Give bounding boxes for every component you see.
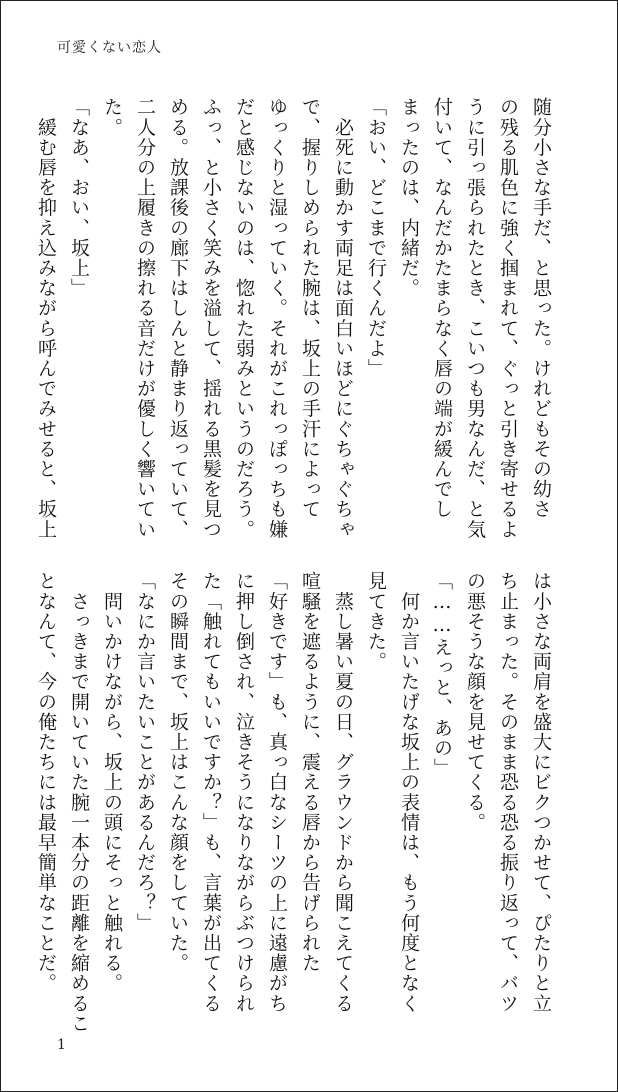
text-line: 「なあ、おい、坂上」 bbox=[68, 97, 90, 298]
text-line: 「なにか言いたいことがあるんだろ？」 bbox=[134, 571, 156, 933]
text-line: 付いて、なんだかたまらなく唇の端が緩んでし bbox=[431, 97, 453, 520]
text-block-top bbox=[29, 97, 557, 540]
text-line: さっきまで開いていた腕一本分の距離を縮めるこ bbox=[68, 571, 90, 1034]
text-line: 何か言いたげな坂上の表情は、もう何度となく bbox=[398, 571, 420, 1014]
text-line: 緩む唇を抑え込みながら呼んでみせると、坂上 bbox=[35, 97, 57, 540]
text-line: は小さな両肩を盛大にビクつかせて、ぴたりと立 bbox=[530, 571, 552, 1014]
text-line: ふっ、と小さく笑みを溢して、揺れる黒髪を見つ bbox=[200, 97, 222, 540]
text-line: 蒸し暑い夏の日、グラウンドから聞こえてくる bbox=[332, 571, 354, 1014]
text-line: その瞬間まで、坂上はこんな顔をしていた。 bbox=[167, 571, 189, 973]
text-line: うに引っ張られたとき、こいつも男なんだ、と気 bbox=[464, 97, 486, 540]
text-line: 必死に動かす両足は面白いほどにぐちゃぐちゃ bbox=[332, 97, 354, 540]
text-line: 「……えっと、あの」 bbox=[431, 571, 453, 778]
text-line: 問いかけながら、坂上の頭にそっと触れる。 bbox=[101, 571, 123, 994]
text-line: 見てきた。 bbox=[365, 571, 387, 672]
text-line: た。 bbox=[101, 97, 123, 138]
text-line: 「おい、どこまで行くんだよ」 bbox=[365, 97, 387, 379]
text-line: 随分小さな手だ、と思った。けれどもその幼さ bbox=[530, 97, 552, 520]
text-line: 喧騒を遮るように、震える唇から告げられた bbox=[299, 571, 321, 973]
text-line: となんて、今の俺たちには最早簡単なことだ。 bbox=[35, 571, 57, 994]
text-line: た「触れてもいいですか？」も、言葉が出てくる bbox=[200, 571, 222, 1014]
text-block-bottom bbox=[29, 571, 557, 1034]
text-line: だと感じないのは、惚れた弱みというのだろう。 bbox=[233, 97, 255, 540]
text-line: 「好きです」も、真っ白なシーツの上に遠慮がち bbox=[266, 571, 288, 1014]
text-line: に押し倒され、泣きそうになりながらぶつけられ bbox=[233, 571, 255, 1014]
text-line: の残る肌色に強く掴まれて、ぐっと引き寄せるよ bbox=[497, 97, 519, 540]
running-title: 可愛くない恋人 bbox=[57, 40, 162, 56]
text-line: める。放課後の廊下はしんと静まり返っていて、 bbox=[167, 97, 189, 540]
text-line: で、握りしめられた腕は、坂上の手汗によって bbox=[299, 97, 321, 520]
text-line: ち止まった。そのまま恐る恐る振り返って、バツ bbox=[497, 571, 519, 1014]
text-line: 二人分の上履きの擦れる音だけが優しく響いてい bbox=[134, 97, 156, 540]
text-line: ゆっくりと湿っていく。それがこれっぽっちも嫌 bbox=[266, 97, 288, 540]
text-line: まったのは、内緒だ。 bbox=[398, 97, 420, 298]
text-line: の悪そうな顔を見せてくる。 bbox=[464, 571, 486, 833]
page-number: 1 bbox=[57, 1037, 66, 1053]
